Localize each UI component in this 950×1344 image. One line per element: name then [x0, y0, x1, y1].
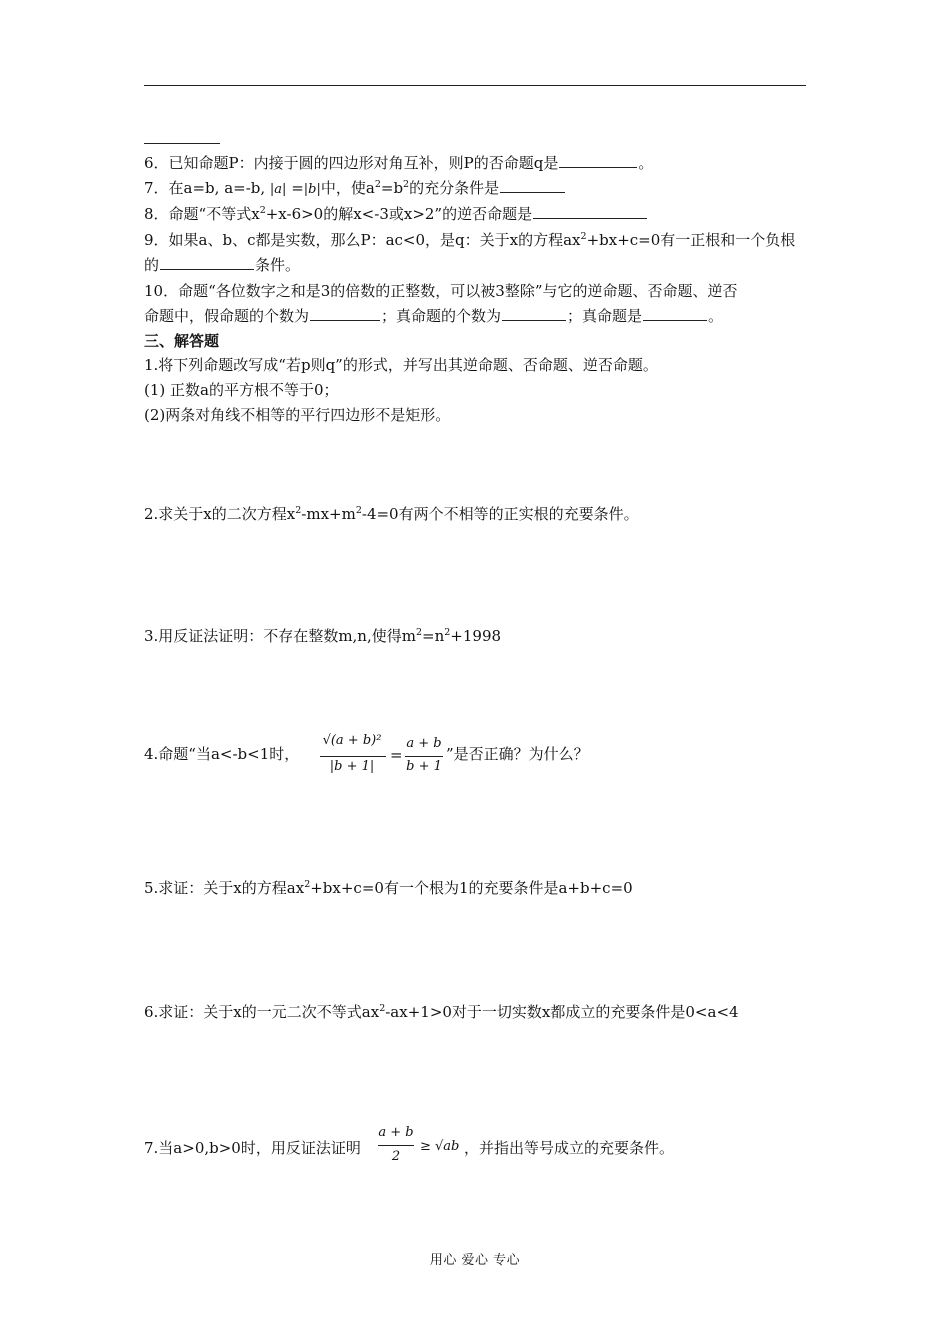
answer-blank: [160, 255, 254, 270]
fraction-1-denominator: |b + 1|: [329, 759, 375, 774]
header-rule: [144, 85, 806, 86]
problem-4-text: 4.命题“当a<-b<1时，: [144, 745, 300, 763]
problem-1-part-1: (1) 正数a的平方根不等于0；: [144, 381, 339, 399]
page-footer: 用心 爱心 专心: [429, 1253, 521, 1268]
answer-blank: [310, 306, 380, 321]
question-9-line2: 的 条件。: [144, 256, 301, 274]
fraction-2-numerator: a + b: [406, 736, 442, 751]
fraction-bar: [405, 756, 443, 757]
fraction-2-denominator: b + 1: [406, 759, 442, 774]
problem-1-part-2: (2)两条对角线不相等的平行四边形不是矩形。: [144, 406, 451, 424]
answer-blank: [559, 153, 637, 168]
problem-7-tail: ，并指出等号成立的充要条件。: [464, 1139, 675, 1157]
problem-7-text: 7.当a>0,b>0时，用反证法证明: [144, 1139, 361, 1157]
problem-1: 1.将下列命题改写成“若p则q”的形式，并写出其逆命题、否命题、逆否命题。: [144, 356, 658, 374]
fraction-bar: [378, 1145, 414, 1146]
blank-stub: [144, 143, 220, 144]
question-9-line1: 9．如果a、b、c都是实数，那么P：ac<0，是q：关于x的方程$ax^2+bx+c=0$有一正根和一个负根: [144, 231, 796, 249]
question-10-line2: 命题中，假命题的个数为 ；真命题的个数为 ；真命题是 。: [144, 307, 724, 325]
question-6: 6．已知命题P：内接于圆的四边形对角互补，则P的否命题q是 。: [144, 154, 654, 172]
answer-blank: [502, 306, 566, 321]
inequality: ≥ √ab: [420, 1139, 460, 1154]
fraction-1-numerator: √(a + b)²: [322, 733, 382, 748]
problem-2: 2.求关于x的二次方程$x^2-mx+m^2-4=0$有两个不相等的正实根的充要条件。: [144, 505, 639, 523]
problem-4-tail: ”是否正确？为什么？: [446, 745, 589, 763]
equals-sign: =: [390, 746, 403, 764]
fraction-numerator: a + b: [378, 1125, 414, 1140]
question-8: 8．命题“不等式$x^2+x-6>0$的解x<-3或x>2”的逆否命题是: [144, 203, 648, 224]
problem-6: 6.求证：关于x的一元二次不等式$ax^2-ax+1>0$对于一切实数x都成立的充要条件是0<a<4: [144, 1003, 739, 1021]
problem-3: 3.用反证法证明：不存在整数m,n,使得$m^2=n^2+1998$: [144, 627, 502, 645]
problem-5: 5.求证：关于x的方程$ax^2+bx+c=0$有一个根为1的充要条件是a+b+c=0: [144, 879, 633, 897]
question-7: 7．在a=b, a=-b, |a| =|b|中，使$a^2=b^2$的充分条件是: [144, 177, 566, 198]
fraction-bar: [320, 756, 386, 757]
answer-blank: [500, 178, 565, 193]
answer-blank: [643, 306, 707, 321]
fraction-denominator: 2: [391, 1149, 401, 1164]
question-10-line1: 10．命题“各位数字之和是3的倍数的正整数，可以被3整除”与它的逆命题、否命题、逆否: [144, 282, 738, 300]
answer-blank: [533, 204, 647, 219]
section-title: 三、解答题: [144, 332, 220, 350]
